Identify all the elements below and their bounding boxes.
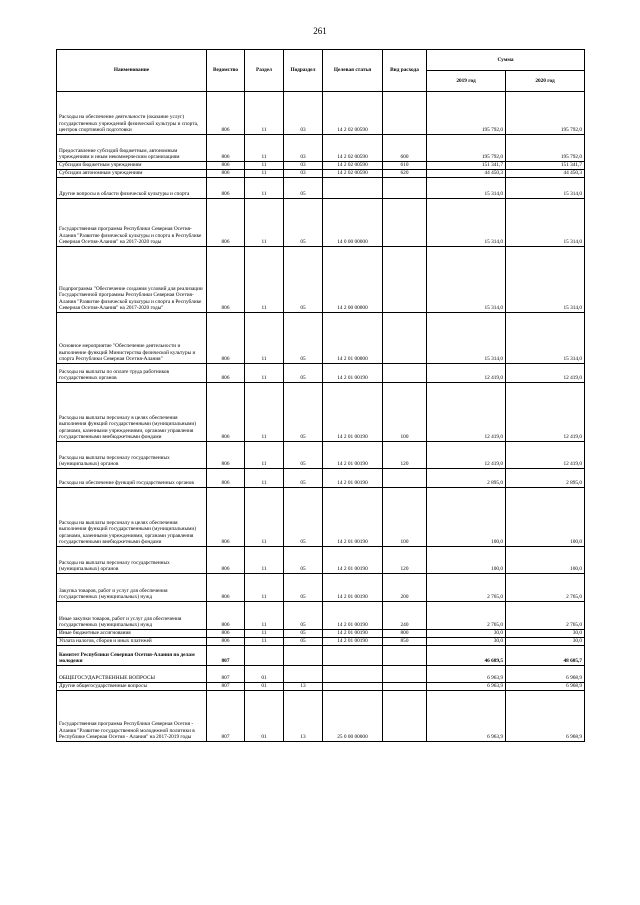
row-expense-type: 850 (383, 638, 427, 646)
row-expense-type: 610 (383, 162, 427, 170)
row-expense-type: 240 (383, 602, 427, 630)
table-row (57, 666, 585, 683)
row-name: Государственная программа Республики Северная Осетия-Алания "Развитие физической культуры и спорта в Республике Северная Осетия-Алания" на 2017-2020 годы (57, 199, 207, 247)
row-sum-2020: 44 450,3 (506, 170, 585, 178)
row-vedomstvo: 806 (207, 383, 245, 442)
table-row (57, 364, 585, 383)
row-sum-2019: 2 895,0 (427, 469, 506, 488)
row-target-article: 14 0 00 00000 (323, 199, 383, 247)
row-razdel: 11 (245, 547, 284, 574)
row-expense-type (383, 666, 427, 683)
row-sum-2019: 12 419,0 (427, 383, 506, 442)
row-sum-2020: 195 792,0 (506, 135, 585, 162)
row-razdel: 11 (245, 638, 284, 646)
row-sum-2019: 30,0 (427, 630, 506, 638)
row-razdel: 11 (245, 199, 284, 247)
row-sum-2019: 2 765,0 (427, 602, 506, 630)
table-row (57, 92, 585, 135)
row-target-article: 14 2 01 00190 (323, 364, 383, 383)
row-target-article: 14 2 02 00590 (323, 170, 383, 178)
header-vedomstvo: Ведомство (207, 50, 245, 92)
table-row (57, 162, 585, 170)
row-vedomstvo: 806 (207, 364, 245, 383)
row-sum-2019: 15 314,0 (427, 247, 506, 313)
row-name: Закупка товаров, работ и услуг для обеспечения государственных (муниципальных) нужд (57, 574, 207, 602)
row-vedomstvo: 806 (207, 630, 245, 638)
row-razdel: 01 (245, 666, 284, 683)
row-name: Расходы на выплаты персоналу государственных (муниципальных) органов (57, 442, 207, 469)
row-expense-type: 120 (383, 547, 427, 574)
row-target-article: 14 2 00 00000 (323, 247, 383, 313)
row-podrazdel: 03 (284, 162, 323, 170)
row-sum-2020: 195 792,0 (506, 92, 585, 135)
row-vedomstvo: 807 (207, 683, 245, 691)
row-target-article: 14 2 01 00190 (323, 574, 383, 602)
row-vedomstvo: 806 (207, 170, 245, 178)
row-sum-2019: 2 765,0 (427, 574, 506, 602)
row-expense-type: 100 (383, 383, 427, 442)
table-row (57, 488, 585, 547)
row-expense-type (383, 691, 427, 742)
row-podrazdel: 05 (284, 602, 323, 630)
header-razdel: Раздел (245, 50, 284, 92)
row-sum-2019: 12 419,0 (427, 364, 506, 383)
table-row (57, 574, 585, 602)
table-row (57, 638, 585, 646)
row-sum-2019: 15 314,0 (427, 178, 506, 199)
row-razdel: 11 (245, 135, 284, 162)
row-podrazdel: 05 (284, 442, 323, 469)
row-podrazdel: 05 (284, 383, 323, 442)
row-podrazdel: 05 (284, 364, 323, 383)
row-razdel: 01 (245, 683, 284, 691)
row-razdel: 11 (245, 162, 284, 170)
row-target-article: 14 2 01 00190 (323, 630, 383, 638)
row-sum-2019: 151 341,7 (427, 162, 506, 170)
row-podrazdel: 03 (284, 92, 323, 135)
row-expense-type: 100 (383, 488, 427, 547)
row-expense-type (383, 469, 427, 488)
table-row (57, 178, 585, 199)
table-row (57, 135, 585, 162)
row-name: Расходы на обеспечение функций государственных органов (57, 469, 207, 488)
row-target-article: 14 2 01 00190 (323, 383, 383, 442)
row-sum-2019: 195 792,0 (427, 135, 506, 162)
header-expense-type: Вид расхода (383, 50, 427, 92)
header-target-article: Целевая статья (323, 50, 383, 92)
row-podrazdel: 05 (284, 630, 323, 638)
row-podrazdel: 05 (284, 469, 323, 488)
table-row (57, 199, 585, 247)
row-sum-2020: 100,0 (506, 547, 585, 574)
row-sum-2019: 6 963,9 (427, 691, 506, 742)
row-sum-2019: 15 314,0 (427, 313, 506, 364)
row-name: Иные закупки товаров, работ и услуг для обеспечения государственных (муниципальных) нужд (57, 602, 207, 630)
table-row (57, 313, 585, 364)
header-sum: Сумма (427, 50, 585, 71)
row-target-article (323, 666, 383, 683)
row-razdel: 11 (245, 442, 284, 469)
row-target-article: 14 2 01 00190 (323, 442, 383, 469)
row-expense-type: 800 (383, 630, 427, 638)
row-podrazdel: 05 (284, 247, 323, 313)
row-podrazdel: 05 (284, 313, 323, 364)
table-row (57, 247, 585, 313)
row-name: Государственная программа Республики Северная Осетия - Алания "Развитие государственной молодежной политики в Республике Северная Осетия - Алания" на 2017-2019 годы (57, 691, 207, 742)
row-target-article: 14 2 02 00590 (323, 135, 383, 162)
row-vedomstvo: 806 (207, 488, 245, 547)
row-name: Расходы на выплаты персоналу государственных (муниципальных) органов (57, 547, 207, 574)
row-podrazdel: 05 (284, 638, 323, 646)
table-row (57, 442, 585, 469)
row-sum-2020: 30,0 (506, 638, 585, 646)
row-sum-2019: 6 963,9 (427, 683, 506, 691)
header-podrazdel: Подраздел (284, 50, 323, 92)
row-podrazdel: 05 (284, 574, 323, 602)
row-name: Расходы на обеспечение деятельности (оказание услуг) государственных учреждений физической культуры и спорта, центров спортивной подготовки (57, 92, 207, 135)
row-name: Иные бюджетные ассигнования (57, 630, 207, 638)
row-razdel: 11 (245, 574, 284, 602)
table-row (57, 469, 585, 488)
row-podrazdel: 13 (284, 683, 323, 691)
row-razdel: 11 (245, 313, 284, 364)
row-sum-2019: 15 314,0 (427, 199, 506, 247)
row-expense-type (383, 683, 427, 691)
row-vedomstvo: 806 (207, 199, 245, 247)
page-number: 261 (313, 26, 327, 36)
row-expense-type: 120 (383, 442, 427, 469)
row-sum-2019: 46 689,5 (427, 646, 506, 666)
row-target-article: 14 2 01 00190 (323, 488, 383, 547)
row-vedomstvo: 806 (207, 442, 245, 469)
row-vedomstvo: 806 (207, 135, 245, 162)
row-expense-type: 620 (383, 170, 427, 178)
row-sum-2020: 6 968,9 (506, 666, 585, 683)
row-name: Комитет Республики Северная Осетия-Алания по делам молодежи (57, 646, 207, 666)
row-sum-2020: 12 419,0 (506, 364, 585, 383)
row-vedomstvo: 806 (207, 574, 245, 602)
row-expense-type: 200 (383, 574, 427, 602)
row-name: ОБЩЕГОСУДАРСТВЕННЫЕ ВОПРОСЫ (57, 666, 207, 683)
row-name: Другие общегосударственные вопросы (57, 683, 207, 691)
row-vedomstvo: 806 (207, 638, 245, 646)
row-razdel: 11 (245, 170, 284, 178)
row-vedomstvo: 806 (207, 313, 245, 364)
row-sum-2020: 151 341,7 (506, 162, 585, 170)
row-sum-2020: 2 765,0 (506, 602, 585, 630)
row-vedomstvo: 806 (207, 602, 245, 630)
table-row (57, 383, 585, 442)
row-razdel: 11 (245, 92, 284, 135)
row-vedomstvo: 806 (207, 162, 245, 170)
row-sum-2020: 15 314,0 (506, 178, 585, 199)
row-sum-2019: 44 450,3 (427, 170, 506, 178)
header-name: Наименование (57, 50, 207, 92)
row-razdel: 11 (245, 602, 284, 630)
row-podrazdel: 03 (284, 135, 323, 162)
row-name: Уплата налогов, сборов и иных платежей (57, 638, 207, 646)
row-sum-2020: 6 968,9 (506, 691, 585, 742)
row-sum-2020: 12 419,0 (506, 383, 585, 442)
table-row (57, 646, 585, 666)
row-razdel: 11 (245, 364, 284, 383)
row-target-article: 14 2 01 00190 (323, 469, 383, 488)
row-razdel (245, 646, 284, 666)
row-target-article: 14 2 01 00190 (323, 602, 383, 630)
row-target-article: 14 2 01 00000 (323, 313, 383, 364)
row-vedomstvo: 806 (207, 92, 245, 135)
row-podrazdel (284, 646, 323, 666)
row-sum-2020: 15 314,0 (506, 313, 585, 364)
row-target-article (323, 683, 383, 691)
table-row (57, 602, 585, 630)
row-target-article: 25 0 00 00000 (323, 691, 383, 742)
row-name: Предоставление субсидий бюджетным, автономным учреждениям и иным некоммерческим организациям (57, 135, 207, 162)
row-razdel: 11 (245, 488, 284, 547)
row-sum-2019: 100,0 (427, 547, 506, 574)
row-vedomstvo: 806 (207, 178, 245, 199)
row-podrazdel: 05 (284, 488, 323, 547)
row-vedomstvo: 806 (207, 247, 245, 313)
row-expense-type (383, 92, 427, 135)
row-expense-type (383, 313, 427, 364)
row-sum-2020: 2 765,0 (506, 574, 585, 602)
row-razdel: 11 (245, 178, 284, 199)
row-sum-2020: 2 895,0 (506, 469, 585, 488)
row-podrazdel: 05 (284, 547, 323, 574)
table-body (57, 92, 585, 742)
row-razdel: 11 (245, 630, 284, 638)
row-sum-2020: 12 419,0 (506, 442, 585, 469)
row-name: Расходы на выплаты персоналу в целях обеспечения выполнения функций государственными (муниципальными) органами, казенными учреждениями, органами управления государственными внебюджетными фондами (57, 488, 207, 547)
row-target-article: 14 2 01 00190 (323, 638, 383, 646)
table-row (57, 683, 585, 691)
row-name: Другие вопросы в области физической культуры и спорта (57, 178, 207, 199)
row-sum-2020: 6 968,9 (506, 683, 585, 691)
row-vedomstvo: 806 (207, 469, 245, 488)
header-year-2020: 2020 год (506, 71, 585, 92)
row-name: Субсидии бюджетным учреждениям (57, 162, 207, 170)
row-sum-2020: 15 314,0 (506, 247, 585, 313)
row-expense-type: 600 (383, 135, 427, 162)
row-sum-2020: 48 605,7 (506, 646, 585, 666)
row-target-article (323, 178, 383, 199)
row-sum-2019: 6 963,9 (427, 666, 506, 683)
row-name: Расходы на выплаты по оплате труда работников государственных органов (57, 364, 207, 383)
row-podrazdel: 13 (284, 691, 323, 742)
header-year-2019: 2019 год (427, 71, 506, 92)
row-vedomstvo: 806 (207, 547, 245, 574)
row-expense-type (383, 199, 427, 247)
row-sum-2020: 15 314,0 (506, 199, 585, 247)
row-sum-2019: 30,0 (427, 638, 506, 646)
row-target-article: 14 2 01 00190 (323, 547, 383, 574)
row-target-article: 14 2 02 00590 (323, 92, 383, 135)
budget-table (56, 49, 585, 742)
header-row (57, 50, 585, 71)
row-razdel: 11 (245, 383, 284, 442)
row-name: Расходы на выплаты персоналу в целях обеспечения выполнения функций государственными (муниципальными) органами, казенными учреждениями, органами управления государственными внебюджетными фондами (57, 383, 207, 442)
row-vedomstvo: 807 (207, 646, 245, 666)
table-row (57, 630, 585, 638)
row-expense-type (383, 178, 427, 199)
row-podrazdel: 03 (284, 170, 323, 178)
row-expense-type (383, 247, 427, 313)
row-expense-type (383, 364, 427, 383)
row-sum-2020: 100,0 (506, 488, 585, 547)
row-podrazdel (284, 666, 323, 683)
row-sum-2019: 12 419,0 (427, 442, 506, 469)
row-name: Субсидии автономным учреждениям (57, 170, 207, 178)
row-vedomstvo: 807 (207, 666, 245, 683)
row-name: Подпрограмма "Обеспечение создания условий для реализации Государственной программы Республики Северная Осетия-Алания "Развитие физической культуры и спорта в Республике Северная Осетия-Алания" на 2017-2020 годы" (57, 247, 207, 313)
row-expense-type (383, 646, 427, 666)
row-target-article (323, 646, 383, 666)
row-podrazdel: 05 (284, 178, 323, 199)
row-sum-2019: 195 792,0 (427, 92, 506, 135)
table-row (57, 170, 585, 178)
table-row (57, 691, 585, 742)
row-vedomstvo: 807 (207, 691, 245, 742)
row-name: Основное мероприятие "Обеспечение деятельности и выполнение функций Министерства физической культуры и спорта Республики Северная Осетия-Алания" (57, 313, 207, 364)
row-sum-2019: 100,0 (427, 488, 506, 547)
row-podrazdel: 05 (284, 199, 323, 247)
row-sum-2020: 30,0 (506, 630, 585, 638)
row-razdel: 11 (245, 247, 284, 313)
row-target-article: 14 2 02 00590 (323, 162, 383, 170)
table-row (57, 547, 585, 574)
row-razdel: 01 (245, 691, 284, 742)
row-razdel: 11 (245, 469, 284, 488)
